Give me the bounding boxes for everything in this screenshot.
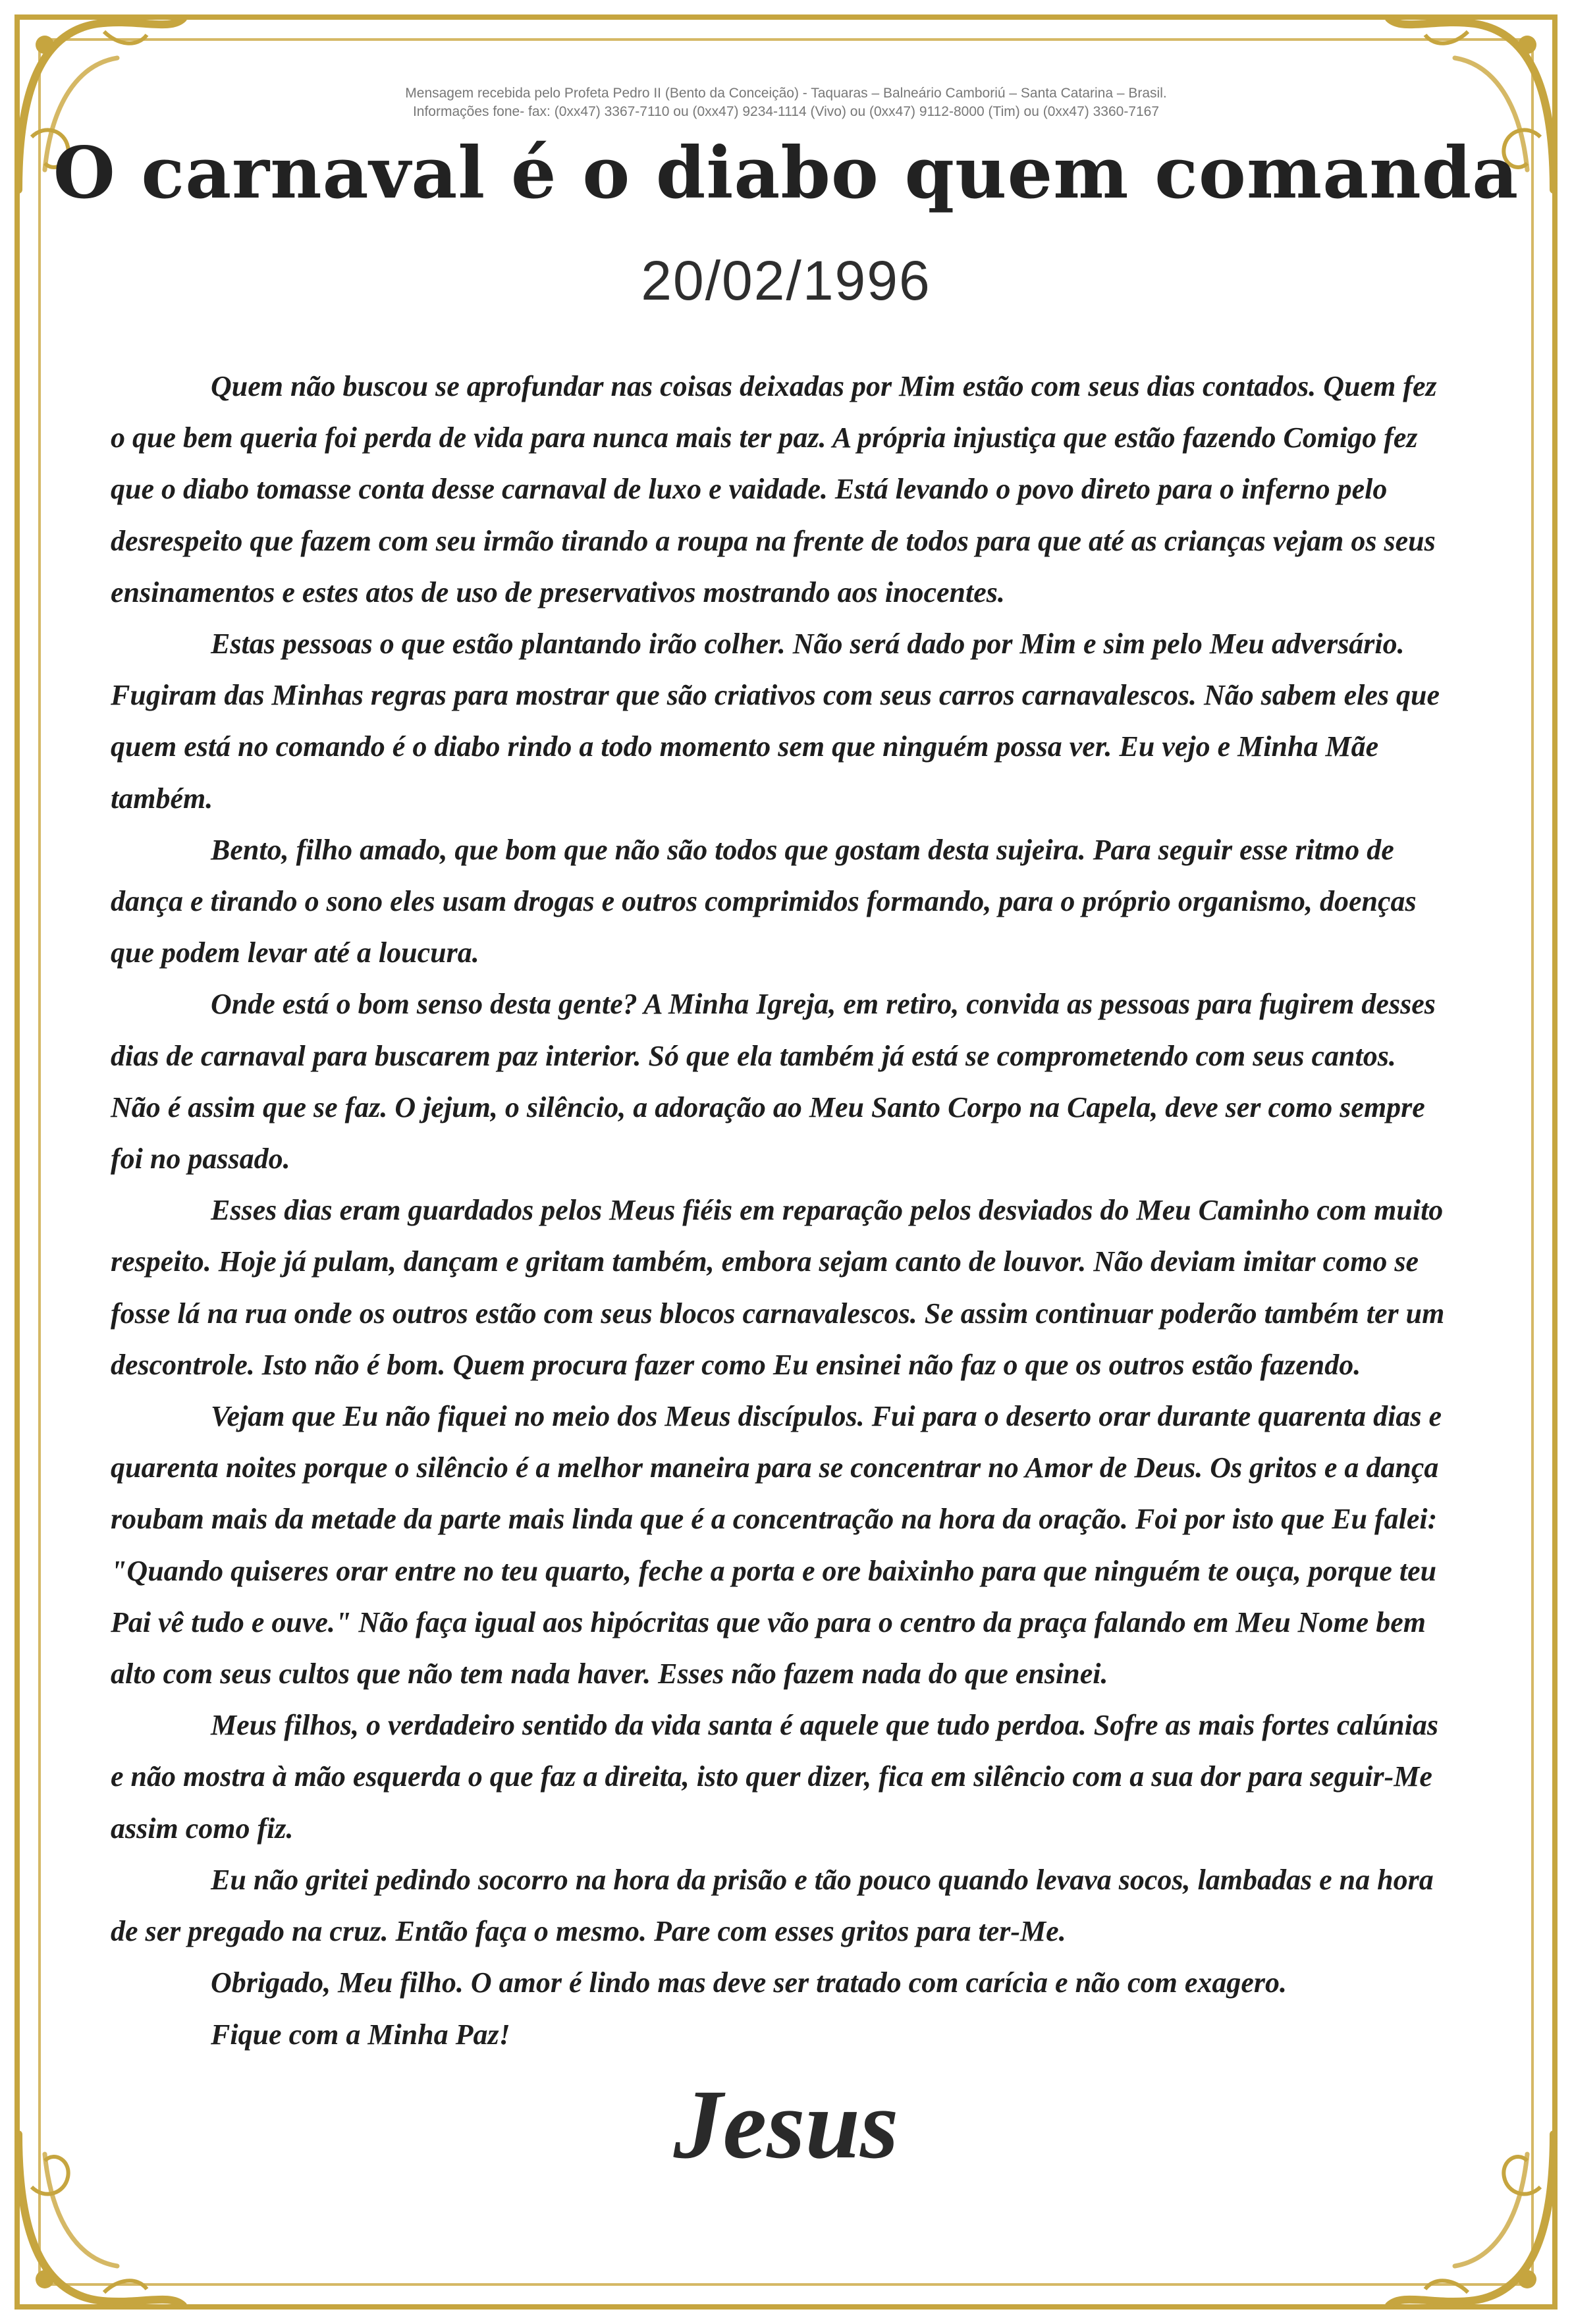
paragraph: Onde está o bom senso desta gente? A Minha Igreja, em retiro, convida as pessoas para fugirem desses dias de carnaval para buscarem paz interior. Só que ela também já está se comprometendo com seus cantos. Não é assim que se faz. O jejum, o silêncio, a adoração ao Meu Santo Corpo na Capela, deve ser como sempre foi no passado.: [111, 988, 1436, 1176]
paragraph: Eu não gritei pedindo socorro na hora da prisão e tão pouco quando levava socos, lambadas e na hora de ser pregado na cruz. Então faça o mesmo. Pare com esses gritos para ter-Me.: [111, 1863, 1434, 1948]
paragraph: Estas pessoas o que estão plantando irão colher. Não será dado por Mim e sim pelo Meu adversário. Fugiram das Minhas regras para mostrar que são criativos com seus carros carnavalescos. Não sabem eles que quem está no comando é o diabo rindo a todo momento sem que ninguém possa ver. Eu vejo e Minha Mãe também.: [111, 628, 1440, 815]
paragraph: Esses dias eram guardados pelos Meus fiéis em reparação pelos desviados do Meu Caminho com muito respeito. Hoje já pulam, dançam e gritam também, embora sejam canto de louvor. Não deviam imitar como se fosse lá na rua onde os outros estão com seus blocos carnavalescos. Se assim continuar poderão também ter um descontrole. Isto não é bom. Quem procura fazer como Eu ensinei não faz o que os outros estão fazendo.: [111, 1194, 1445, 1381]
closing-line: Fique com a Minha Paz!: [211, 2018, 510, 2051]
page-title: O carnaval é o diabo quem comanda: [53, 132, 1519, 215]
header-info-line-2: Informações fone- fax: (0xx47) 3367-7110 ou (0xx47) 9234-1114 (Vivo) ou (0xx47) 9112-8000 (Tim) ou (0xx47) 3360-7167: [412, 104, 1160, 119]
paragraph: Meus filhos, o verdadeiro sentido da vida santa é aquele que tudo perdoa. Sofre as mais fortes calúnias e não mostra à mão esquerda o que faz a direita, isto quer dizer, fica em silêncio com a sua dor para seguir-Me assim como fiz.: [111, 1709, 1438, 1845]
paragraph: Quem não buscou se aprofundar nas coisas deixadas por Mim estão com seus dias contados. Quem fez o que bem queria foi perda de vida para nunca mais ter paz. A própria injustiça que estão fazendo Comigo fez que o diabo tomasse conta desse carnaval de luxo e vaidade. Está levando o povo direto para o inferno pelo desrespeito que fazem com seu irmão tirando a roupa na frente de todos para que até as crianças vejam os seus ensinamentos e estes atos de uso de preservativos mostrando aos inocentes.: [111, 370, 1437, 608]
closing-line: Obrigado, Meu filho. O amor é lindo mas deve ser tratado com carícia e não com exagero.: [211, 1966, 1287, 1999]
paragraph: Bento, filho amado, que bom que não são todos que gostam desta sujeira. Para seguir esse ritmo de dança e tirando o sono eles usam drogas e outros comprimidos formando, para o próprio organismo, doenças que podem levar até a loucura.: [111, 833, 1417, 969]
message-body: [111, 361, 1449, 2061]
signature: Jesus: [673, 2070, 899, 2179]
header-info: [0, 84, 1572, 121]
paragraph: Vejam que Eu não fiquei no meio dos Meus discípulos. Fui para o deserto orar durante quarenta dias e quarenta noites porque o silêncio é a melhor maneira para se concentrar no Amor de Deus. Os gritos e a dança roubam mais da metade da parte mais linda que é a concentração na hora da oração. Foi por isto que Eu falei: "Quando quiseres orar entre no teu quarto, feche a porta e ore baixinho para que ninguém te ouça, porque teu Pai vê tudo e ouve." Não faça igual aos hipócritas que vão para o centro da praça falando em Meu Nome bem alto com seus cultos que não tem nada haver. Esses não fazem nada do que ensinei.: [111, 1400, 1442, 1690]
message-date: 20/02/1996: [641, 250, 931, 311]
header-info-line-1: Mensagem recebida pelo Profeta Pedro II (Bento da Conceição) - Taquaras – Balneário Camboriú – Santa Catarina – Brasil.: [405, 86, 1167, 101]
